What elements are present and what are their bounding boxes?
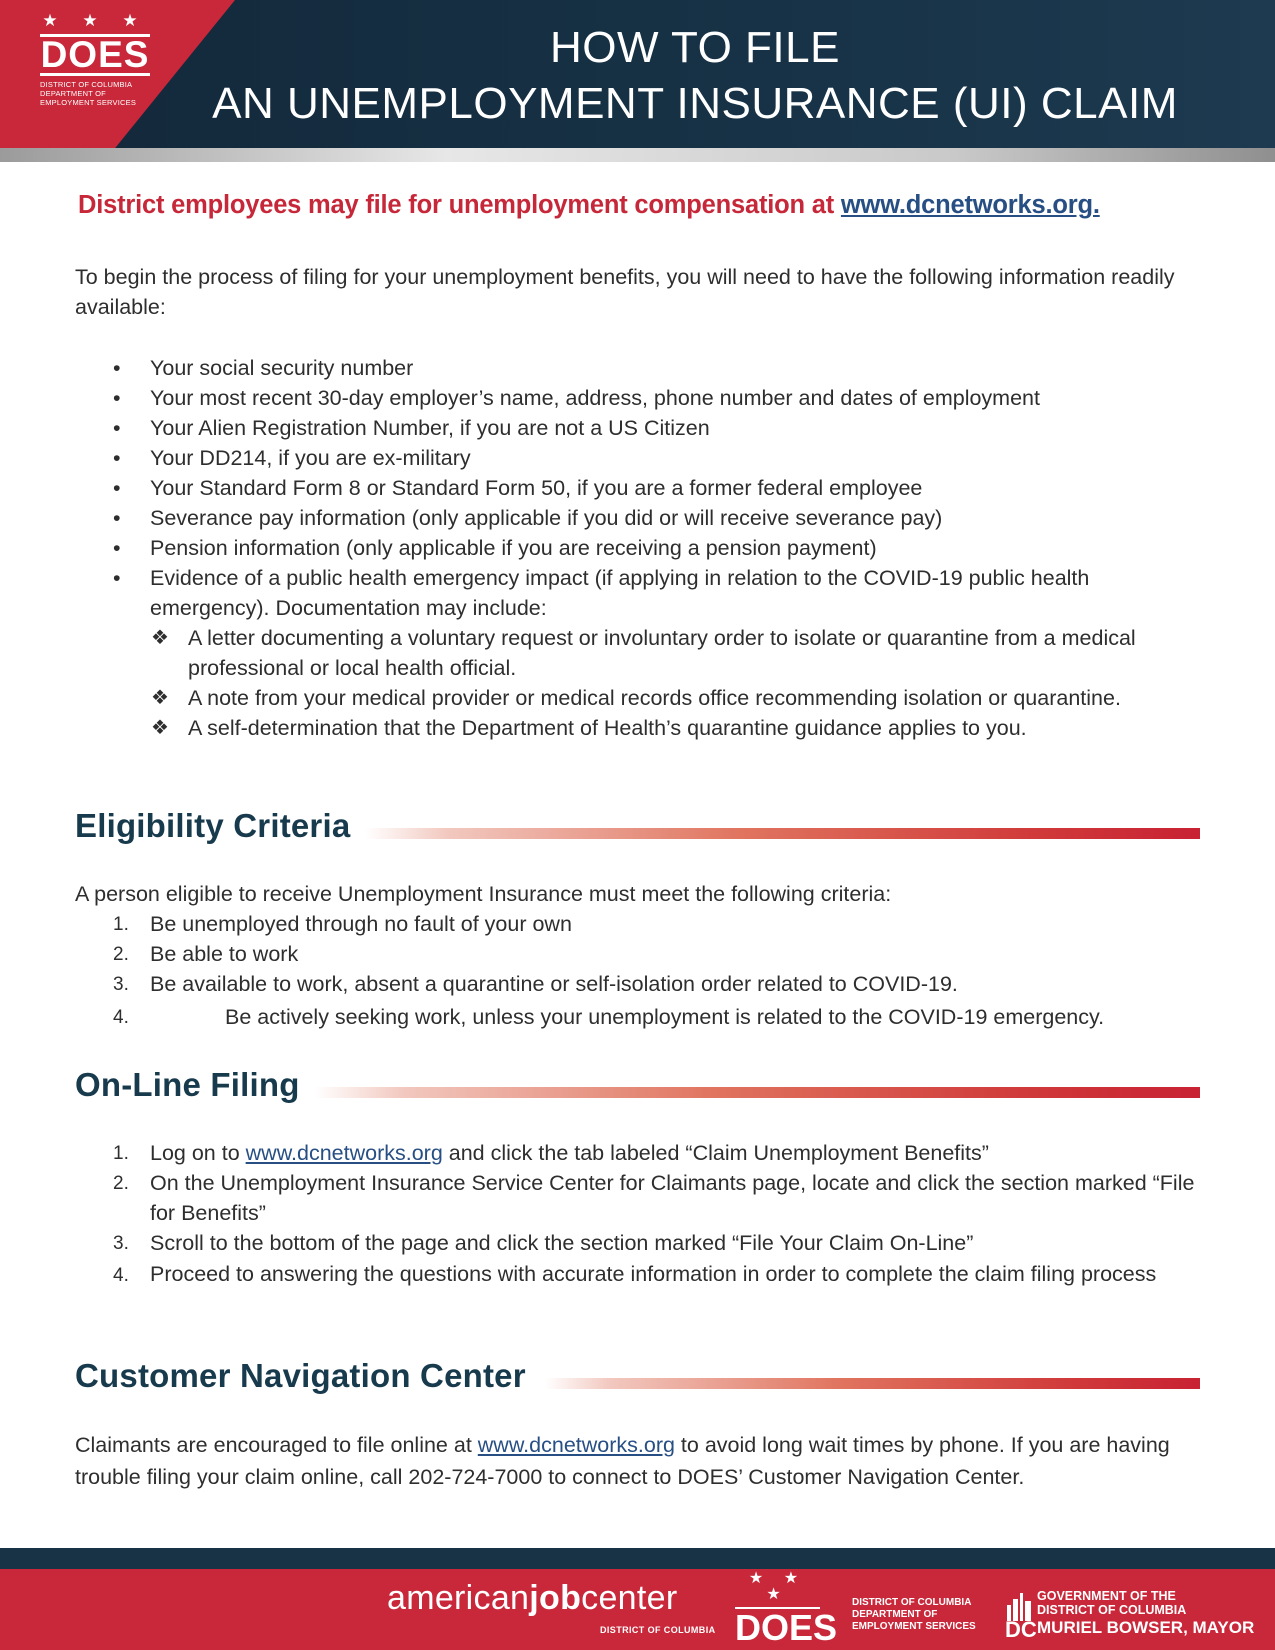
dcnetworks-link[interactable]: www.dcnetworks.org. [840, 191, 1100, 219]
list-item-text: Your Alien Registration Number, if you are not a US Citizen [150, 416, 710, 440]
logo-wordmark: DOES [40, 34, 150, 75]
diamond-bullet-icon: ❖ [151, 687, 169, 709]
page-title [190, 20, 1200, 132]
list-item [75, 1168, 1200, 1228]
list-number: 1. [113, 1143, 129, 1164]
dc-government-logo [1005, 1587, 1265, 1647]
bullet-icon: • [113, 386, 121, 410]
sub-list-item [150, 623, 1195, 683]
list-number: 3. [113, 974, 129, 995]
gov-line: GOVERNMENT OF THE [1037, 1589, 1176, 1603]
footer-does-sub-line: DEPARTMENT OF [852, 1609, 938, 1620]
footer-does-wordmark: DOES [735, 1607, 838, 1648]
logo-subtitle [40, 80, 150, 107]
footer-navy-band [0, 1548, 1275, 1569]
list-item [75, 939, 1200, 969]
bullet-icon: • [113, 506, 121, 530]
logo-sub-line: DEPARTMENT OF [40, 89, 106, 98]
logo-sub-line: DISTRICT OF COLUMBIA [40, 80, 133, 89]
list-item-text: On the Unemployment Insurance Service Center for Claimants page, locate and click the section marked “File for Benefits” [150, 1171, 1195, 1225]
footer-does-sub-line: DISTRICT OF COLUMBIA [852, 1597, 972, 1608]
footer-does-sub-line: EMPLOYMENT SERVICES [852, 1621, 976, 1632]
logo-stars-icon: ★ ★ ★ [42, 11, 148, 30]
sub-list-item [150, 713, 1195, 743]
list-item [75, 1258, 1200, 1291]
ajc-text: center [581, 1579, 678, 1617]
bullet-icon: • [113, 356, 121, 380]
list-item [75, 533, 1195, 563]
intro-callout [78, 191, 1208, 220]
list-number: 2. [113, 944, 129, 965]
navigation-text: to avoid long wait times by phone. If you are having trouble filing your claim online, call 202-724-7000 to connect to DOES’ Customer Navigation Center. [75, 1433, 1170, 1489]
list-item [75, 1228, 1200, 1258]
does-logo [40, 12, 150, 107]
list-number: 2. [113, 1173, 129, 1194]
section-heading: Customer Navigation Center [75, 1357, 526, 1394]
diamond-bullet-icon: ❖ [151, 717, 169, 739]
intro-paragraph: To begin the process of filing for your unemployment benefits, you will need to have the following information readily available: [75, 265, 1175, 319]
dcnetworks-link[interactable]: www.dcnetworks.org [477, 1433, 675, 1457]
list-item [75, 353, 1195, 383]
sub-list-item-text: A note from your medical provider or medical records office recommending isolation or quarantine. [188, 686, 1121, 710]
section-rule [315, 1087, 1200, 1098]
sub-list-item [150, 683, 1195, 713]
section-rule [545, 1378, 1200, 1389]
sub-list-item-text: A letter documenting a voluntary request or involuntary order to isolate or quarantine from a medical professional or local health official. [188, 626, 1136, 680]
page-footer [0, 1569, 1275, 1650]
list-item [75, 503, 1195, 533]
page-header [0, 0, 1275, 162]
list-item [75, 473, 1195, 503]
logo-sub-line: EMPLOYMENT SERVICES [40, 98, 137, 107]
list-item-text: Your Standard Form 8 or Standard Form 50, if you are a former federal employee [150, 476, 923, 500]
section-heading: On-Line Filing [75, 1066, 300, 1103]
mayor-name: MURIEL BOWSER, MAYOR [1037, 1618, 1255, 1637]
list-item [75, 413, 1195, 443]
list-item-text: and click the tab labeled “Claim Unemployment Benefits” [442, 1141, 989, 1165]
documentation-list [150, 623, 1195, 743]
gov-line: DISTRICT OF COLUMBIA [1037, 1603, 1187, 1617]
dc-mark: DC [1005, 1617, 1037, 1642]
eligibility-list [75, 909, 1200, 1032]
bullet-icon: • [113, 536, 121, 560]
ajc-text-bold: job [529, 1579, 582, 1617]
list-item [75, 909, 1200, 939]
list-number: 3. [113, 1233, 129, 1254]
list-item-text: Be available to work, absent a quarantine or self-isolation order related to COVID-19. [150, 972, 958, 996]
list-number: 4. [113, 1007, 129, 1028]
list-item-text: Be unemployed through no fault of your own [150, 912, 572, 936]
eligibility-section-header [75, 807, 1200, 851]
online-filing-section-header [75, 1066, 1200, 1110]
list-item [75, 969, 1200, 999]
american-job-center-logo [387, 1579, 677, 1618]
list-number: 1. [113, 914, 129, 935]
navigation-section-header [75, 1357, 1200, 1401]
section-heading: Eligibility Criteria [75, 807, 351, 844]
list-item-text: Be able to work [150, 942, 299, 966]
list-item-text: Severance pay information (only applicable if you did or will receive severance pay) [150, 506, 943, 530]
section-rule [365, 828, 1200, 839]
list-item [75, 1002, 1200, 1032]
requirements-list [75, 353, 1195, 743]
header-shadow-strip [0, 148, 1275, 162]
diamond-bullet-icon: ❖ [151, 627, 169, 649]
page-title-line-1: HOW TO FILE [550, 23, 840, 72]
ajc-text: american [387, 1579, 530, 1617]
list-item-text: Evidence of a public health emergency impact (if applying in relation to the COVID-19 public health emergency). Documentation may include: [150, 566, 1090, 620]
navigation-paragraph [75, 1429, 1200, 1493]
online-filing-steps [75, 1138, 1200, 1291]
dcnetworks-link[interactable]: www.dcnetworks.org [245, 1141, 443, 1165]
list-item-text: Log on to [150, 1141, 246, 1165]
sub-list-item-text: A self-determination that the Department of Health’s quarantine guidance applies to you. [188, 716, 1027, 740]
bullet-icon: • [113, 476, 121, 500]
list-item-text: Your DD214, if you are ex-military [150, 446, 471, 470]
list-item [75, 383, 1195, 413]
list-item-text: Proceed to answering the questions with accurate information in order to complete the claim filing process [150, 1262, 1157, 1286]
list-item-text: Scroll to the bottom of the page and click the section marked “File Your Claim On-Line” [150, 1231, 974, 1255]
intro-callout-text: District employees may file for unemployment compensation at [78, 191, 841, 219]
navigation-text: Claimants are encouraged to file online at [75, 1433, 478, 1457]
bullet-icon: • [113, 566, 121, 590]
eligibility-intro: A person eligible to receive Unemployment Insurance must meet the following criteria: [75, 882, 892, 906]
footer-stars-icon: ★ ★ ★ [748, 1570, 807, 1603]
list-item-text: Pension information (only applicable if you are receiving a pension payment) [150, 536, 877, 560]
page-title-line-2: AN UNEMPLOYMENT INSURANCE (UI) CLAIM [212, 79, 1178, 128]
bullet-icon: • [113, 416, 121, 440]
footer-does-subtitle [852, 1597, 976, 1633]
list-item-text: Be actively seeking work, unless your unemployment is related to the COVID-19 emergency. [225, 1005, 1105, 1029]
list-item-text: Your social security number [150, 356, 414, 380]
list-number: 4. [113, 1265, 129, 1286]
list-item-text: Your most recent 30-day employer’s name, address, phone number and dates of employment [150, 386, 1040, 410]
footer-does-logo [735, 1570, 838, 1648]
list-item [75, 443, 1195, 473]
bullet-icon: • [113, 446, 121, 470]
list-item [75, 563, 1195, 743]
ajc-subtitle: DISTRICT OF COLUMBIA [600, 1625, 716, 1635]
list-item [75, 1138, 1200, 1168]
